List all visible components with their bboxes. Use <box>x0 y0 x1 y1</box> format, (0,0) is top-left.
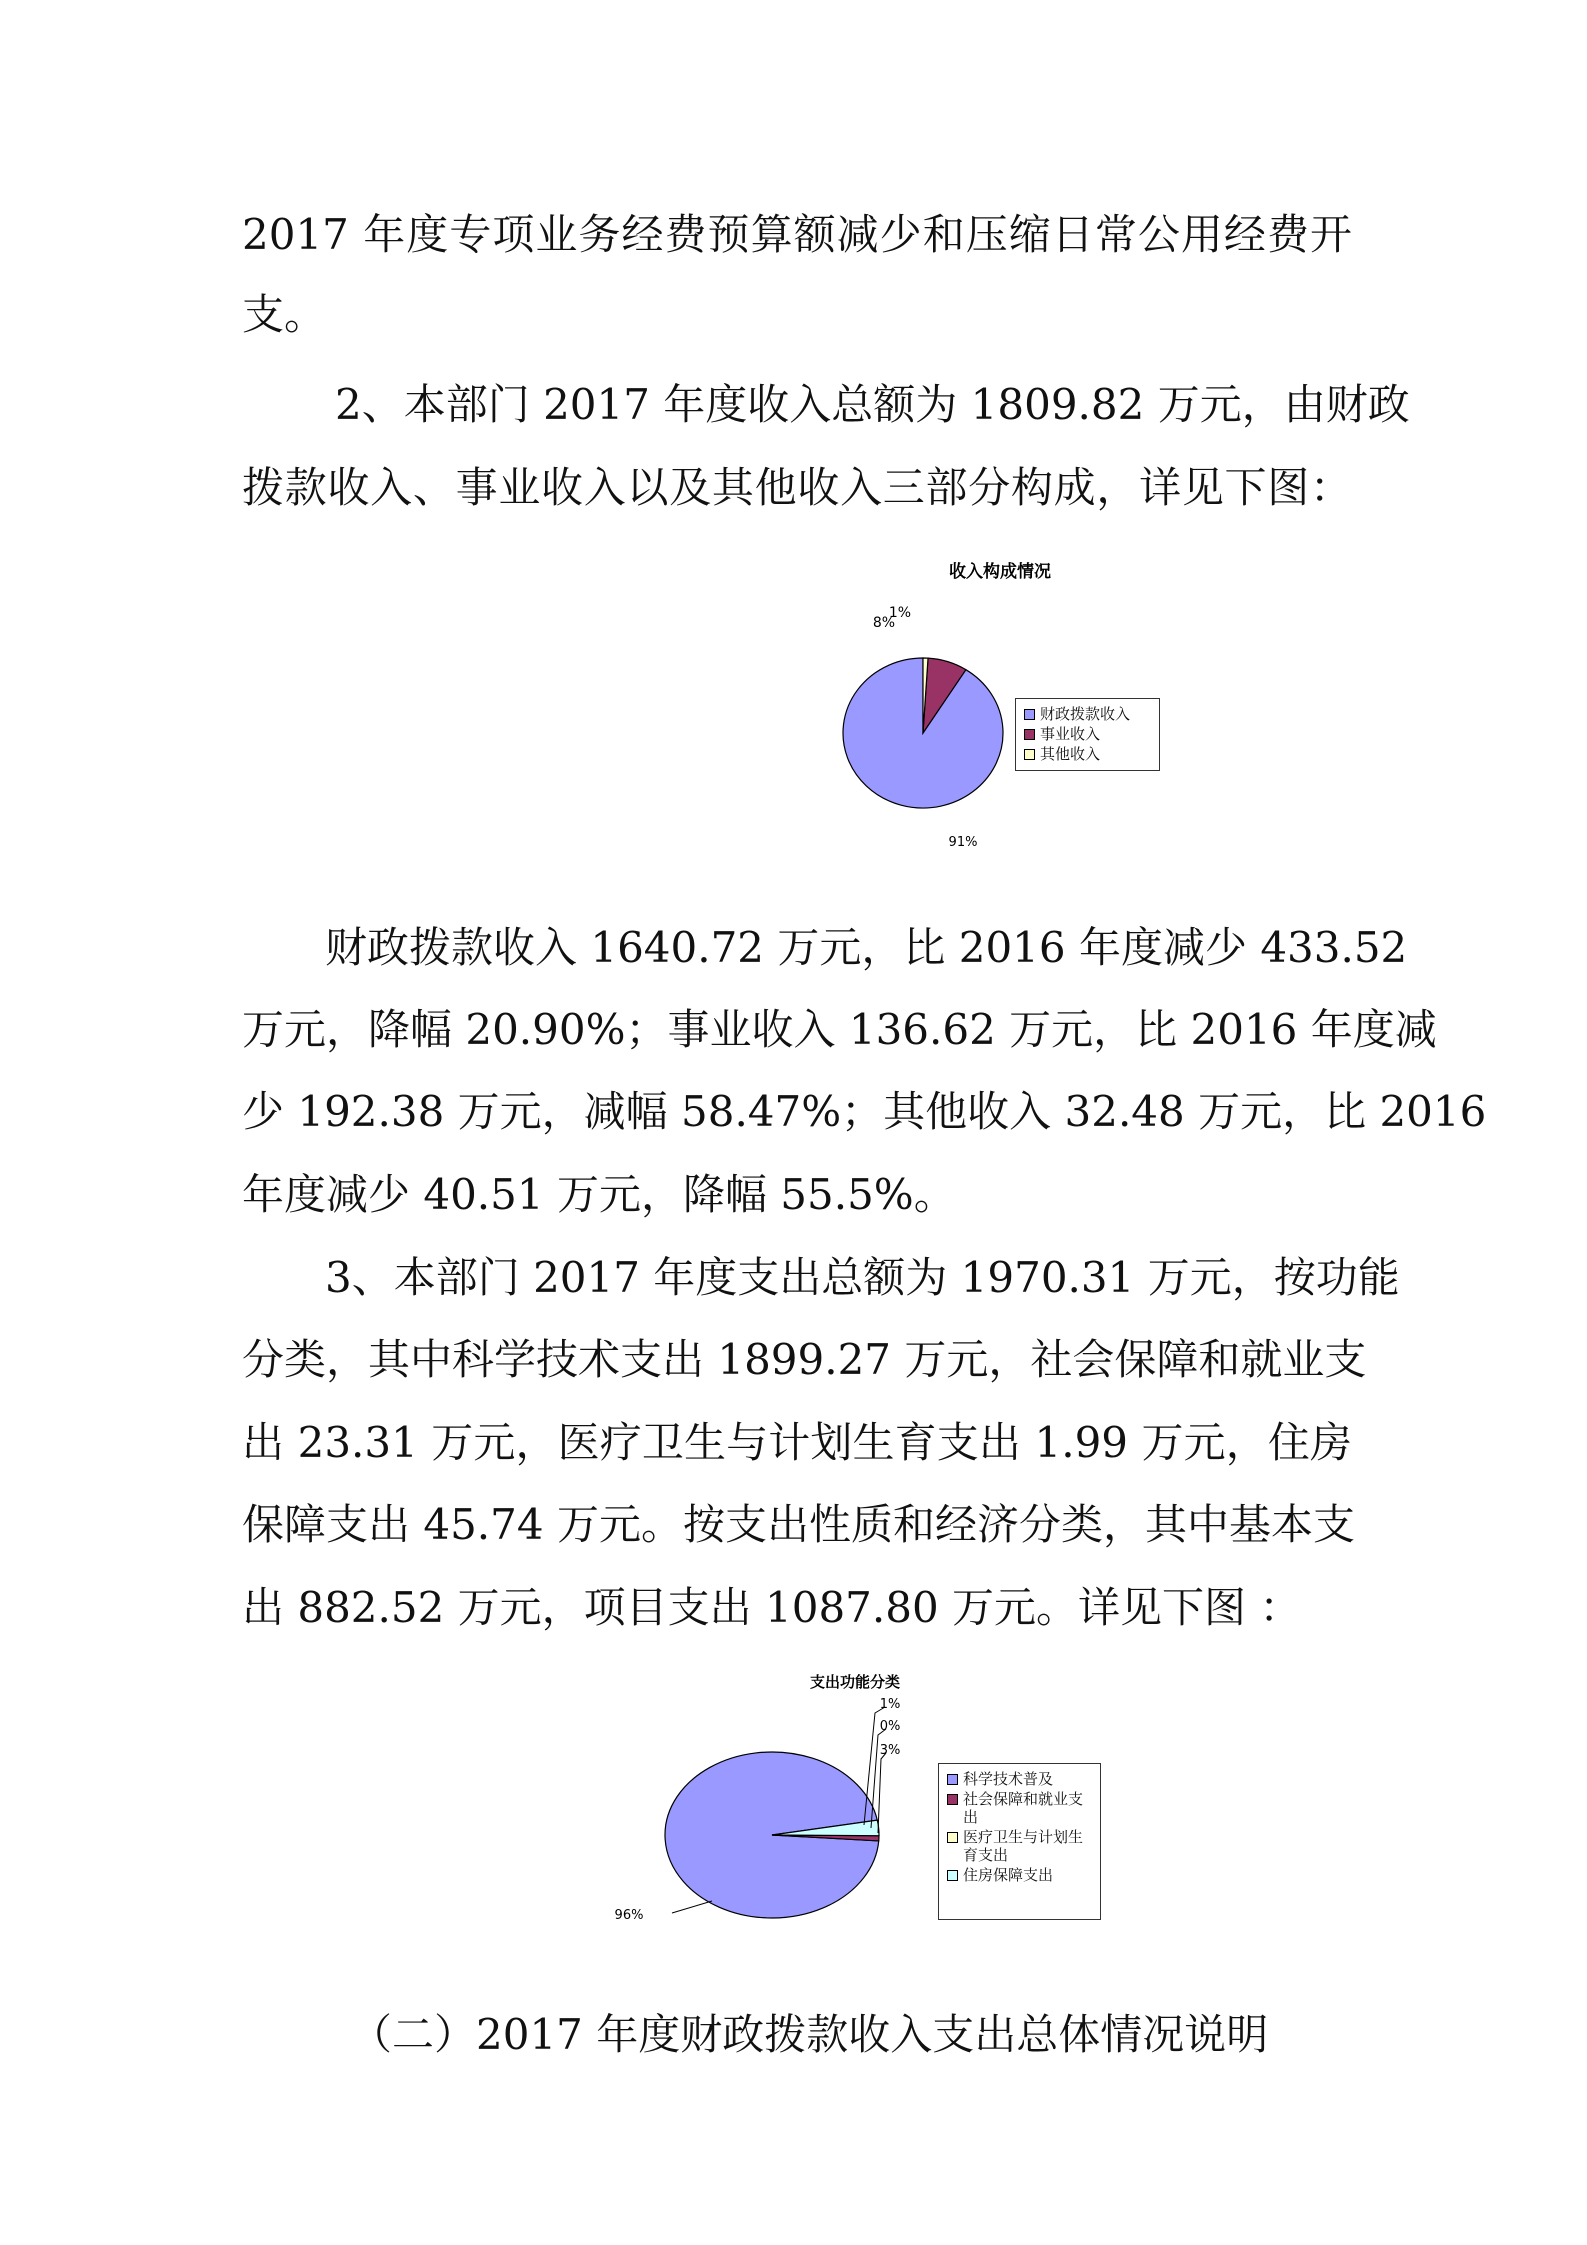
legend-item <box>947 1790 1092 1826</box>
data-label: 91% <box>948 835 978 850</box>
legend-label: 科学技术普及 <box>963 1770 1054 1788</box>
paragraph-line: 出 882.52 万元，项目支出 1087.80 万元。详见下图 ： <box>242 1583 1302 1632</box>
legend-swatch <box>947 1774 958 1785</box>
leader-line <box>878 1753 886 1833</box>
legend-label: 医疗卫生与计划生育支出 <box>963 1828 1084 1864</box>
data-label: 8% <box>872 615 896 631</box>
legend-label: 事业收入 <box>1040 725 1101 743</box>
legend-item <box>947 1866 1092 1884</box>
legend-label: 财政拨款收入 <box>1040 705 1131 723</box>
paragraph-line: 少 192.38 万元，减幅 58.47%；其他收入 32.48 万元，比 2016 <box>242 1087 1487 1136</box>
data-label: 1% <box>888 605 912 621</box>
legend-label: 其他收入 <box>1040 745 1101 763</box>
legend-item <box>1024 705 1151 723</box>
section-heading: （二）2017 年度财政拨款收入支出总体情况说明 <box>350 2010 1269 2059</box>
expenditure-chart-legend <box>938 1763 1101 1920</box>
income-chart-legend <box>1015 698 1160 771</box>
leader-line <box>672 1901 712 1913</box>
legend-swatch <box>1024 709 1035 720</box>
legend-item <box>1024 725 1151 743</box>
chart-title: 支出功能分类 <box>809 1673 901 1691</box>
paragraph-line: 财政拨款收入 1640.72 万元，比 2016 年度减少 433.52 <box>325 923 1408 972</box>
legend-swatch <box>1024 749 1035 760</box>
paragraph-line: 分类，其中科学技术支出 1899.27 万元，社会保障和就业支 <box>242 1335 1367 1384</box>
paragraph-line: 保障支出 45.74 万元。按支出性质和经济分类，其中基本支 <box>242 1500 1355 1549</box>
legend-label: 住房保障支出 <box>963 1866 1054 1884</box>
legend-item <box>947 1828 1092 1864</box>
legend-swatch <box>1024 729 1035 740</box>
paragraph-line: 出 23.31 万元，医疗卫生与计划生育支出 1.99 万元，住房 <box>242 1418 1352 1467</box>
legend-item <box>1024 745 1151 763</box>
paragraph-line: 2017 年度专项业务经费预算额减少和压缩日常公用经费开 <box>242 210 1352 259</box>
data-label: 1% <box>879 1697 901 1712</box>
data-label: 96% <box>614 1908 644 1923</box>
chart-title: 收入构成情况 <box>949 562 1051 582</box>
legend-swatch <box>947 1794 958 1805</box>
paragraph-line: 3、本部门 2017 年度支出总额为 1970.31 万元，按功能 <box>325 1253 1400 1302</box>
legend-item <box>947 1770 1092 1788</box>
paragraph-line: 年度减少 40.51 万元，降幅 55.5%。 <box>242 1170 956 1219</box>
data-label: 0% <box>879 1719 901 1734</box>
legend-label: 社会保障和就业支出 <box>963 1790 1084 1826</box>
legend-swatch <box>947 1870 958 1881</box>
paragraph-line: 拨款收入、事业收入以及其他收入三部分构成，详见下图： <box>242 463 1352 512</box>
paragraph-line: 万元，降幅 20.90%；事业收入 136.62 万元，比 2016 年度减 <box>242 1005 1437 1054</box>
data-label: 3% <box>879 1743 901 1758</box>
paragraph-line: 支。 <box>242 290 327 339</box>
paragraph-line: 2、本部门 2017 年度收入总额为 1809.82 万元，由财政 <box>335 380 1410 429</box>
legend-swatch <box>947 1832 958 1843</box>
